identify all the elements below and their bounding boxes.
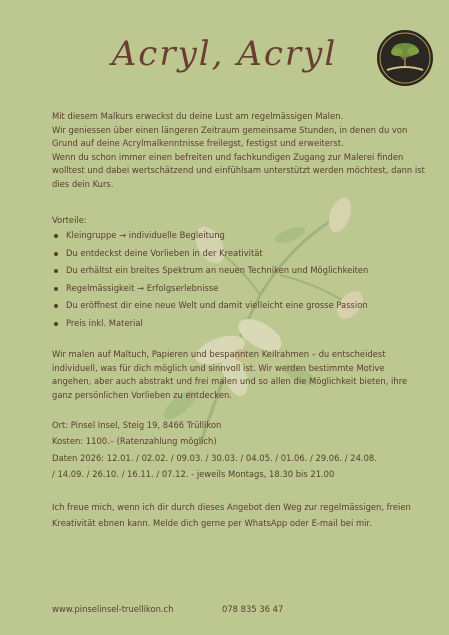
website-link[interactable]: www.pinselinsel-truellikon.ch — [52, 604, 174, 614]
text-line: Kreativität ebnen kann. Melde dich gerne per WhatsApp oder E-mail bei mir. — [52, 517, 372, 528]
text-line: angehen, aber auch abstrakt und frei malen und so allen die Möglichkeit bieten, ihre — [52, 376, 408, 387]
intro-paragraph — [52, 110, 425, 192]
text-line: wolltest und dabei wertschätzend und einfühlsam unterstützt werden möchtest, dann ist — [52, 165, 425, 176]
location-line: Ort: Pinsel Insel, Steig 19, 8466 Trüllikon — [52, 419, 222, 430]
list-item: Preis inkl. Material — [52, 315, 412, 333]
benefits-list — [52, 227, 412, 332]
text-line: Mit diesem Malkurs erweckst du deine Lust am regelmässigen Malen. — [52, 111, 344, 121]
text-line: Wir geniessen über einen längeren Zeitraum gemeinsame Stunden, in denen du von — [52, 124, 408, 135]
text-line: dies dein Kurs. — [52, 178, 114, 189]
closing-paragraph — [52, 499, 412, 531]
dates-line: Daten 2026: 12.01. / 02.02. / 09.03. / 30.03. / 04.05. / 01.06. / 29.06. / 24.08. — [52, 452, 377, 463]
page-title: Acryl, Acryl — [111, 34, 338, 74]
benefits-section — [52, 214, 412, 333]
footer — [52, 604, 412, 614]
list-item: Kleingruppe → individuelle Begleitung — [52, 227, 412, 245]
list-item: Du entdeckst deine Vorlieben in der Kreativität — [52, 245, 412, 263]
dates-line: / 14.09. / 26.10. / 16.11. / 07.12. - jeweils Montags, 18.30 bis 21.00 — [52, 469, 335, 480]
benefits-heading: Vorteile: — [52, 214, 87, 225]
cost-line: Kosten: 1100.– (Ratenzahlung möglich) — [52, 436, 217, 447]
text-line: Wir malen auf Maltuch, Papieren und bespannten Keilrahmen – du entscheidest — [52, 349, 386, 360]
details-paragraph — [52, 417, 412, 483]
text-line: ganz persönlichen Vorlieben zu entdecken. — [52, 389, 232, 400]
text-line: Grund auf deine Acrylmalkenntnisse freilegst, festigst und erweiterst. — [52, 138, 344, 149]
list-item: Du erhältst ein breites Spektrum an neuen Techniken und Möglichkeiten — [52, 262, 412, 280]
phone-number[interactable]: 078 835 36 47 — [222, 604, 284, 614]
text-line: Wenn du schon immer einen befreiten und fachkundigen Zugang zur Malerei finden — [52, 151, 404, 162]
logo — [375, 28, 435, 88]
list-item: Regelmässigkeit → Erfolgserlebnisse — [52, 280, 412, 298]
list-item: Du eröffnest dir eine neue Welt und damit vielleicht eine grosse Passion — [52, 297, 412, 315]
main-content — [52, 110, 425, 543]
text-line: individuell, was für dich möglich und sinnvoll ist. Wir werden bestimmte Motive — [52, 362, 385, 373]
description-paragraph — [52, 348, 412, 402]
text-line: Ich freue mich, wenn ich dir durch dieses Angebot den Weg zur regelmässigen, freien — [52, 501, 411, 512]
